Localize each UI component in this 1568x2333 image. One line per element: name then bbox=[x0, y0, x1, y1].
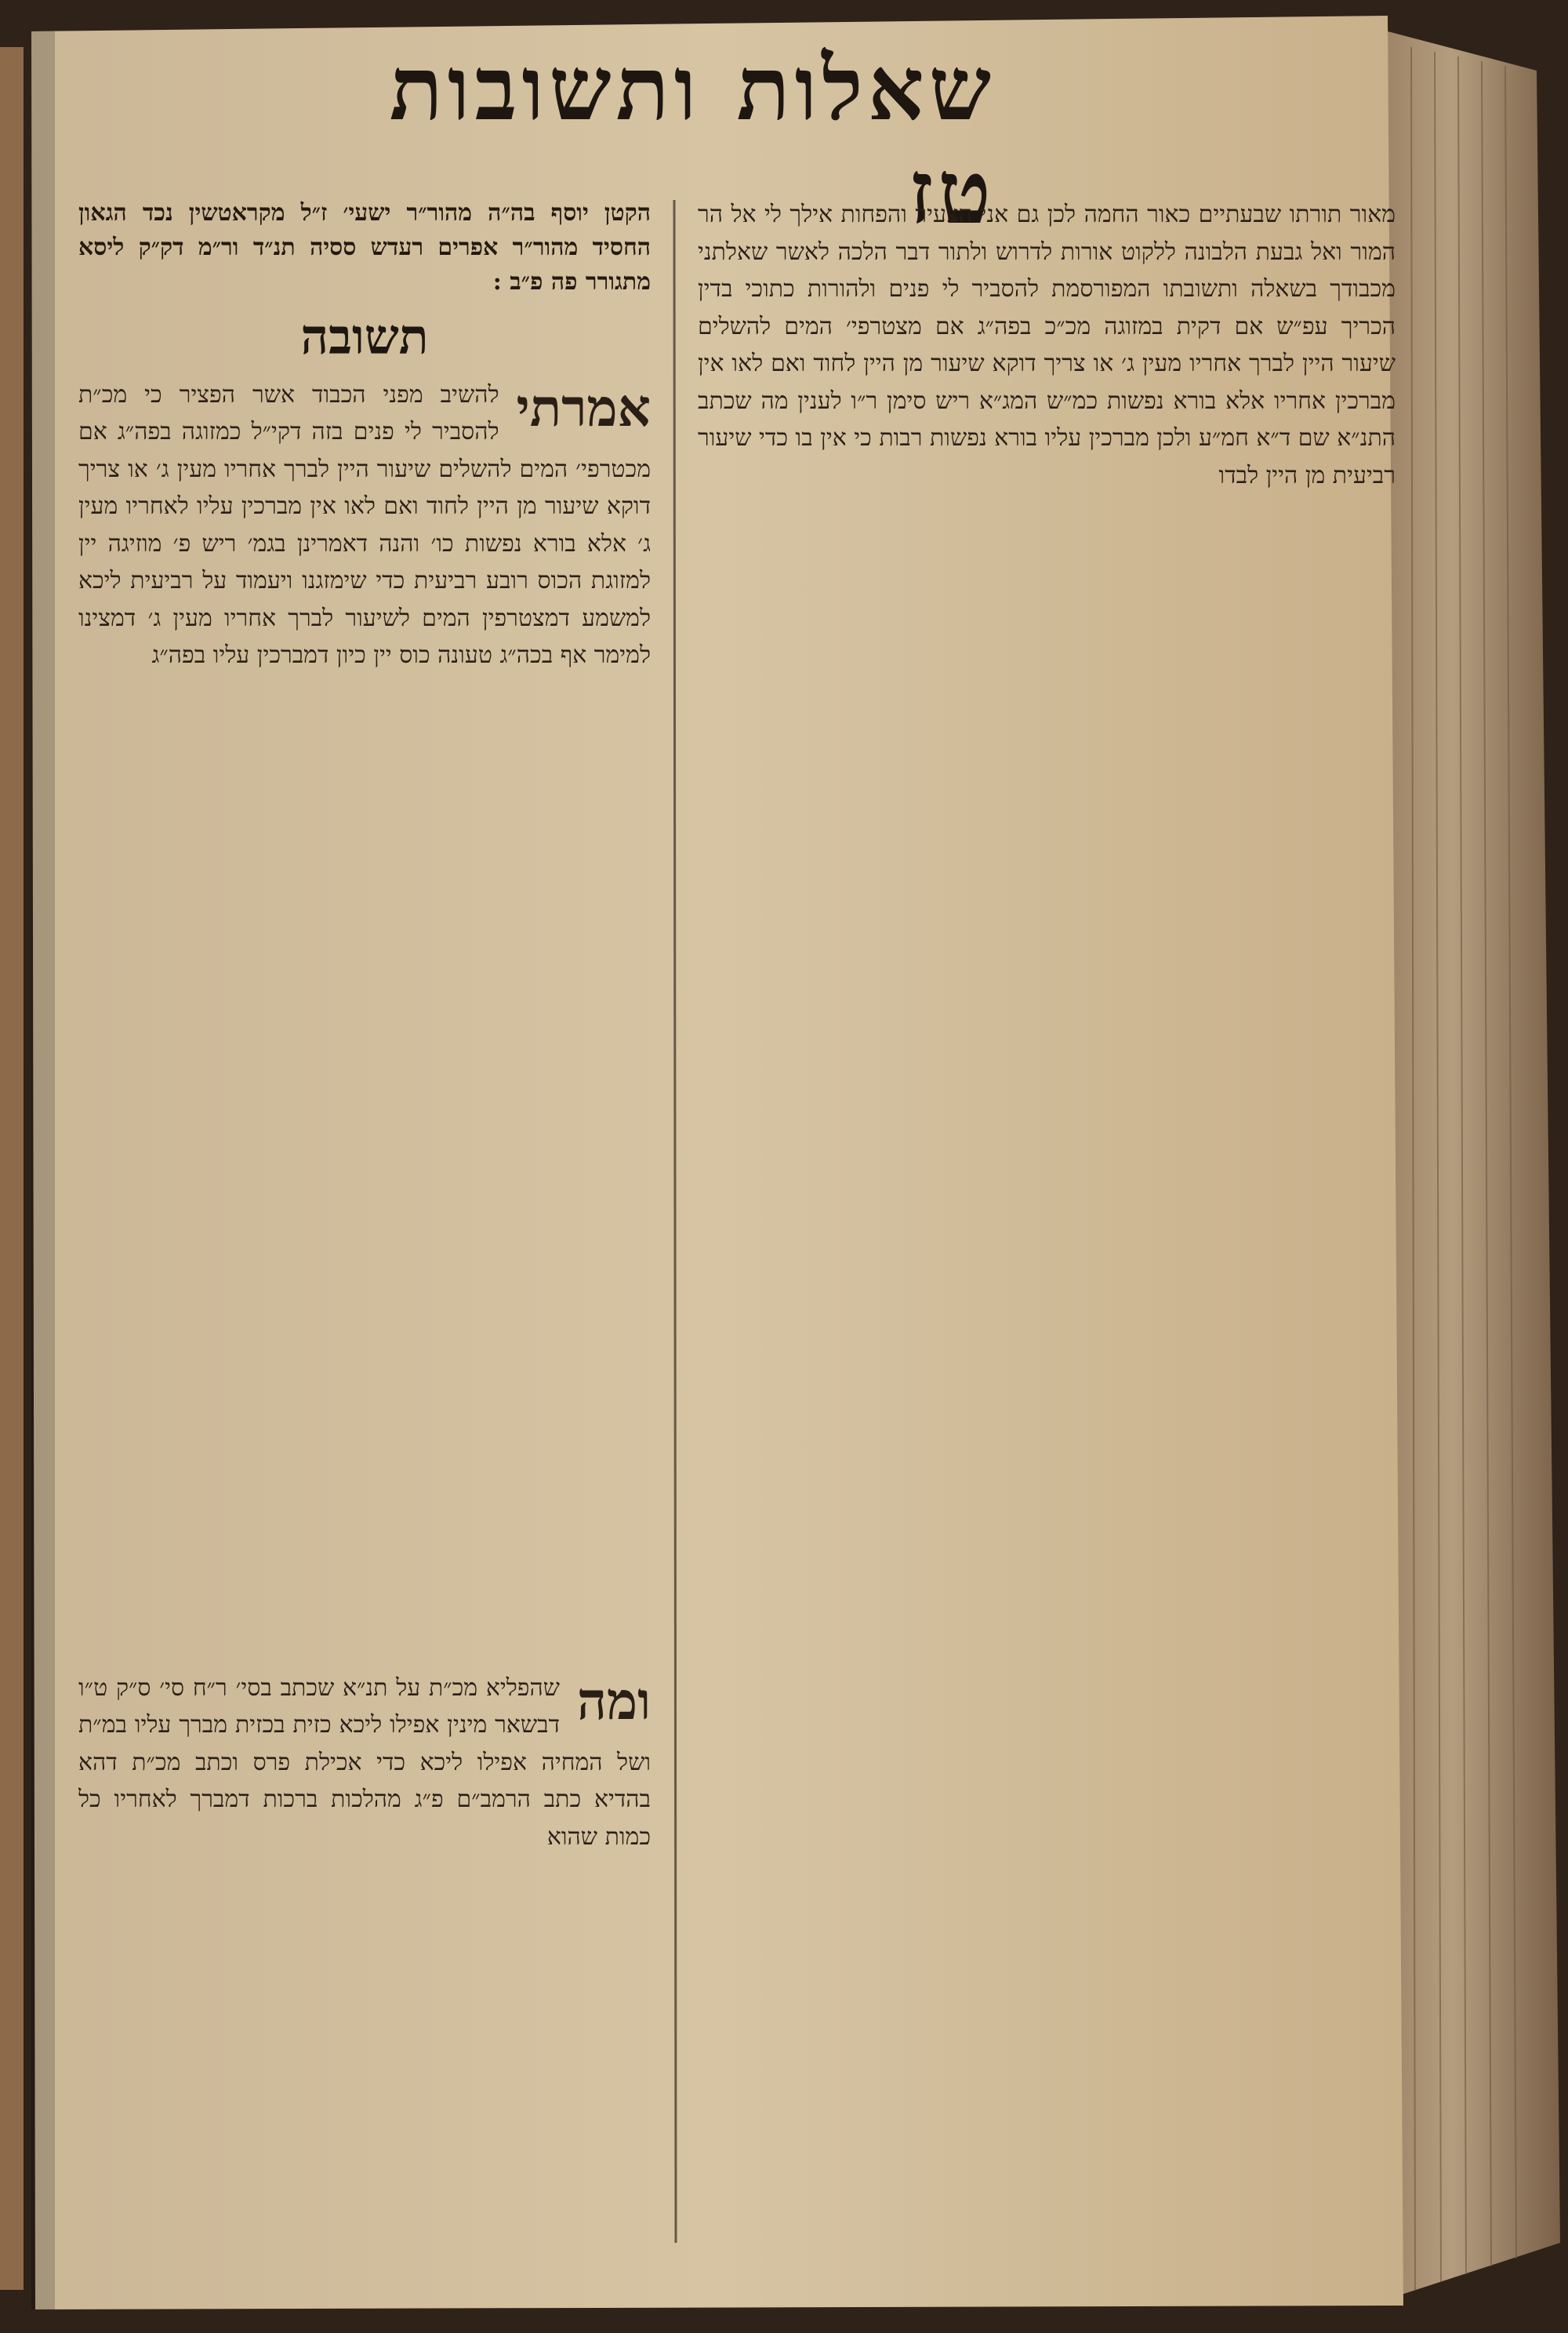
section-2 bbox=[78, 1670, 651, 1856]
text-continuation bbox=[78, 674, 651, 1643]
right-column-text: מאור תורתו שבעתיים כאור החמה לכן גם אני הצעיר והפחות אילך לי אל הר המור ואל גבעת הלבונה ללקוט אורות לדרוש ולתור דבר הלכה לאשר שאלתני מכבודך בשאלה ותשובתו המפורסמת להסביר לי פנים ולהורות כתוכי בדין הכריך עפ״ש אם דקית במזוגה מכ״כ בפה״ג אם מצטרפי׳ המים להשלים שיעור היין לברך אחריו מעין ג׳ או צריך דוקא שיעור מן היין לחוד ואם לאו אין מברכין אחריו אלא בורא נפשות כמ״ש המג״א ריש סימן ר״ו לענין מה שכתב התנ״א שם ד״א חמ״ע ולכן מברכין עליו בורא נפשות רבות כי אין בו כדי שיעור רביעית מן היין לבדו bbox=[698, 201, 1396, 489]
section-heading: תשובה bbox=[300, 308, 429, 365]
running-head: שאלות ותשובות טז bbox=[389, 38, 996, 244]
section-1 bbox=[78, 376, 651, 1643]
section-1-opener-word: אמרתי bbox=[516, 376, 651, 438]
responsum-intro: הקטן יוסף בה״ה מהור״ר ישעי׳ ז״ל מקראטשין נכד הגאון החסיד מהור״ר אפרים רעדש ססיה תנ״ד ור״מ דק״ק ליסא מתגורר פה פ״ב : bbox=[78, 199, 651, 296]
section-2-opener-word: ומה bbox=[577, 1670, 651, 1732]
section-2-text: שהפליא מכ״ת על תנ״א שכתב בסי׳ ר״ח סי׳ ס״ק ט״ו דבשאר מינין אפילו ליכא כזית בכזית מברך עליו במ״ת ושל המחיה אפילו ליכא כדי אכילת פרס וכתב מכ״ת דהא בהדיא כתב הרמב״ם פ״ג מהלכות ברכות דמברך לאחריו כל כמות שהוא bbox=[78, 1673, 651, 1851]
left-column bbox=[78, 196, 651, 2235]
right-column bbox=[698, 196, 1396, 2235]
text-continuation bbox=[698, 494, 1396, 2059]
section-1-text: להשיב מפני הכבוד אשר הפציר כי מכ״ת להסביר לי פנים בזה דקי״ל כמזוגה בפה״ג אם מכטרפי׳ המים להשלים שיעור היין לברך אחריו מעין ג׳ או צריך דוקא שיעור מן היין לחוד ואם לאו אין מברכין עליו לאחריו מעין ג׳ אלא בורא נפשות כו׳ והנה דאמרינן בגמ׳ ריש פ׳ מוזיגה יין למזוגת הכוס רובע רביעית כדי שימזגנו ויעמוד על רביעית ליכא למשמע דמצטרפין המים לשיעור לברך אחריו מעין ג׳ דמצינו למימר אף בכה״ג טעונה כוס יין כיון דמברכין עליו בפה״ג bbox=[78, 380, 651, 669]
